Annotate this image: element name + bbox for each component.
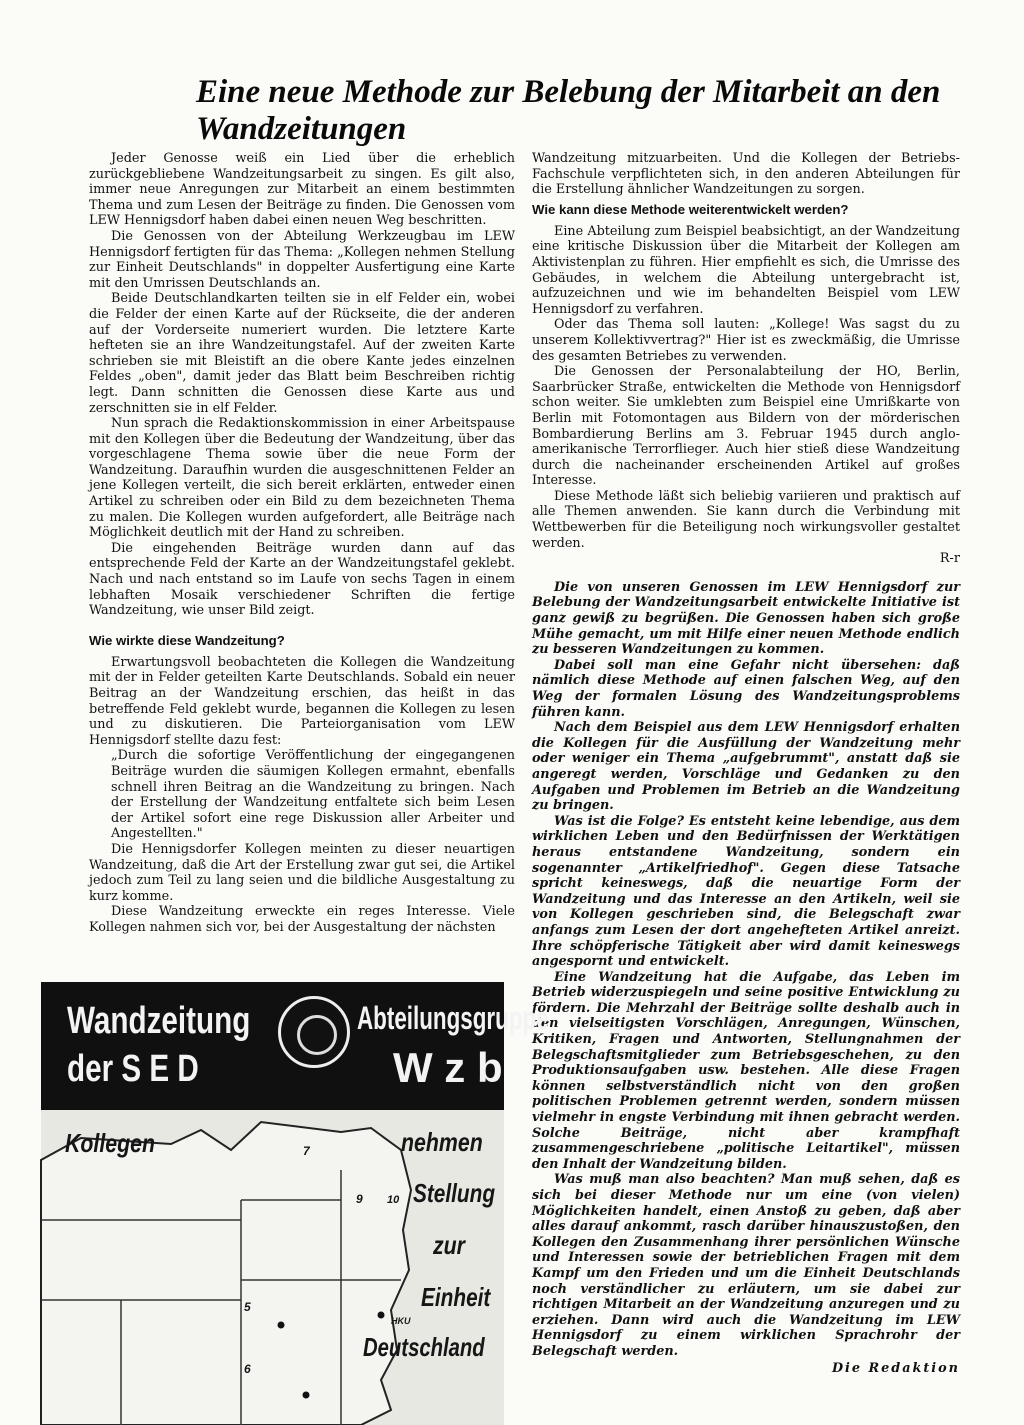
photo-headline: W z b xyxy=(393,1044,503,1091)
right-column xyxy=(532,151,960,1376)
map-field-number: 7 xyxy=(303,1144,310,1158)
paragraph: Eine Wandzeitung hat die Aufgabe, das Leben im Betrieb widerzuspiegeln und seine positive Entwicklung zu fördern. Die Mehrzahl der Beiträge sollte deshalb auch in den vielseitigsten Vorschlägen, Anregungen, Wünschen, Kritiken, Fragen und Antworten, Stellungnahmen der Belegschaftsmitglieder zum Betriebsgeschehen, zu den Produktionsaufgaben usw. bestehen. Alle diese Fragen können selbstverständlich nicht von den großen politischen Problemen getrennt werden, sondern müssen vielmehr in engste Verbindung mit ihnen gebracht werden. Solche Beiträge, nicht aber krampfhaft zusammengeschriebene „politische Leitartikel", müssen den Inhalt der Wandzeitung bilden. xyxy=(532,969,960,1172)
editorial-signature: Die Redaktion xyxy=(831,1360,960,1376)
paragraph: Erwartungsvoll beobachteten die Kollegen die Wandzeitung mit der in Felder geteilten Karte Deutschlands. Sobald ein neuer Beitrag an der Wandzeitung erschien, das heißt in das betreffende Feld geklebt wurde, begannen die Kollegen zu lesen und zu diskutieren. Die Parteiorganisation vom LEW Hennigsdorf stellte dazu fest: xyxy=(89,654,515,748)
paragraph: Die von unseren Genossen im LEW Hennigsdorf zur Belebung der Wandzeitungsarbeit entwickelte Initiative ist ganz gewiß zu begrüßen. Die Genossen haben sich große Mühe gemacht, um mit Hilfe einer neuen Methode endlich zu besseren Wandzeitungen zu kommen. xyxy=(532,579,960,658)
map-lettering: Einheit xyxy=(421,1282,491,1312)
map-lettering: Kollegen xyxy=(65,1128,156,1158)
photo-headline: Abteilungsgruppe xyxy=(357,1000,549,1036)
city-marker xyxy=(278,1322,285,1329)
map-city-label: HKU xyxy=(391,1316,411,1326)
city-marker xyxy=(303,1392,310,1399)
paragraph: Wandzeitung mitzuarbeiten. Und die Kollegen der Betriebs-Fachschule verpflichteten sich, in den anderen Abteilungen für die Erstellung ähnlicher Wandzeitungen zu sorgen. xyxy=(532,151,960,198)
wall-newspaper-photo xyxy=(41,982,549,1425)
paragraph: Diese Methode läßt sich beliebig variieren und praktisch auf alle Themen anwenden. Sie kann durch die Verbindung mit Wettbewerben für die Beteiligung noch wirkungsvoller gestaltet werden. xyxy=(532,488,960,551)
map-field-number: 10 xyxy=(387,1194,400,1206)
left-column xyxy=(89,151,515,936)
map-field-number: 9 xyxy=(356,1192,363,1206)
map-field-number: 6 xyxy=(244,1362,251,1376)
paragraph: Oder das Thema soll lauten: „Kollege! Was sagst du zu unserem Kollektivvertrag?" Hier ist es zweckmäßig, die Umrisse des gesamten Betriebes zu verwenden. xyxy=(532,317,960,364)
map-lettering: zur xyxy=(433,1230,465,1260)
paragraph: Was ist die Folge? Es entsteht keine lebendige, aus dem wirklichen Leben und den Bedürfnissen der Werktätigen heraus entstandene Wandzeitung, sondern ein sogenannter „Artikelfriedhof". Gegen diese Tatsache spricht keineswegs, daß die neuartige Form der Wandzeitung und das Interesse an den Artikeln, weil sie von Kollegen geschrieben sind, die Belegschaft zwar anfangs zum Lesen der dort angehefteten Artikel anreizt. Ihre schöpferische Tätigkeit aber wird damit keineswegs angespornt und entwickelt. xyxy=(532,813,960,970)
map-outline xyxy=(41,1122,411,1425)
paragraph: Die eingehenden Beiträge wurden dann auf das entsprechende Feld der Karte an der Wandzeitungstafel geklebt. Nach und nach entstand so im Laufe von sechs Tagen in einem lebhaften Mosaik verschiedener Schriften die fertige Wandzeitung, wie unser Bild zeigt. xyxy=(89,540,515,619)
paragraph: Die Hennigsdorfer Kollegen meinten zu dieser neuartigen Wandzeitung, daß die Art der Erstellung zwar gut sei, die Artikel jedoch zum Teil zu lang seien und die bildliche Ausgestaltung zu kurz komme. xyxy=(89,841,515,904)
photo-headline: der S E D xyxy=(67,1048,199,1090)
article-title: Eine neue Methode zur Belebung der Mitarbeit an den Wandzeitungen xyxy=(196,74,941,147)
map-field-number: 5 xyxy=(244,1300,251,1314)
paragraph: Nun sprach die Redaktionskommission in einer Arbeitspause mit den Kollegen über die Bedeutung der Wandzeitung, über das vorgeschlagene Thema sowie über die neue Form der Wandzeitung. Daraufhin wurden die ausgeschnittenen Felder an jene Kollegen verteilt, die sich bereit erklärten, entweder einen Artikel zu schreiben oder ein Bild zu dem bezeichneten Thema zu malen. Die Kollegen wurden aufgefordert, alle Beiträge nach Möglichkeit deutlich mit der Hand zu schreiben. xyxy=(89,416,515,541)
paragraph: Die Genossen von der Abteilung Werkzeugbau im LEW Hennigsdorf fertigten für das Thema: „Kollegen nehmen Stellung zur Einheit Deutschlands" in doppelter Ausfertigung eine Karte mit den Umrissen Deutschlands an. xyxy=(89,228,515,291)
paragraph: Nach dem Beispiel aus dem LEW Hennigsdorf erhalten die Kollegen für die Ausfüllung der Wandzeitung mehr oder weniger ein Thema „aufgebrummt", anstatt daß sie angeregt werden, Vorschläge und Gedanken zu den Aufgaben und Problemen im Betrieb an die Wandzeitung zu bringen. xyxy=(532,720,960,814)
map-lettering: Deutschland xyxy=(363,1332,485,1362)
author-signature: R-r xyxy=(939,551,960,567)
paragraph: Was muß man also beachten? Man muß sehen, daß es sich bei dieser Methode nur um eine (von vielen) Möglichkeiten handelt, einen Anstoß zu geben, daß aber alles darauf ankommt, rasch darüber hinauszustoßen, den Kollegen den Zusammenhang ihrer persönlichen Wünsche und Interessen sowie der betrieblichen Fragen mit dem Kampf um den Frieden und um die Einheit Deutschlands noch verständlicher zu erläutern, um sie dabei zur richtigen Mitarbeit an der Wandzeitung anzuregen und zu erziehen. Dann wird auch die Wandzeitung im LEW Hennigsdorf zu einem wirklichen Sprachrohr der Belegschaft werden. xyxy=(532,1172,960,1359)
paragraph: Dabei soll man eine Gefahr nicht übersehen: daß nämlich diese Methode auf einen falschen Weg, auf den Weg der formalen Lösung des Wandzeitungsproblems führen kann. xyxy=(532,657,960,720)
editorial-comment xyxy=(532,580,960,1360)
paragraph: Die Genossen der Personalabteilung der HO, Berlin, Saarbrücker Straße, entwickelten die Methode von Hennigsdorf schon weiter. Sie umklebten zum Beispiel eine Umrißkarte von Berlin mit Fotomontagen aus Bildern von der mörderischen Bombardierung Berlins am 3. Februar 1945 durch anglo-amerikanische Terrorflieger. Auch hier stieß diese Wandzeitung durch die nacheinander erscheinenden Artikel auf großes Interesse. xyxy=(532,364,960,489)
paragraph: Jeder Genosse weiß ein Lied über die erheblich zurückgebliebene Wandzeitungsarbeit zu singen. Es gilt also, immer neue Anregungen zur Mitarbeit an einem bestimmten Thema und zum Lesen der Beiträge zu finden. Die Genossen vom LEW Hennigsdorf haben dabei einen neuen Weg beschritten. xyxy=(89,151,515,229)
sed-seal-icon xyxy=(278,996,350,1068)
section-heading: Wie wirkte diese Wandzeitung? xyxy=(89,632,285,648)
quote: „Durch die sofortige Veröffentlichung der eingegangenen Beiträge wurden die säumigen Kollegen ermahnt, ebenfalls schnell ihren Beitrag an die Wandzeitung zu bringen. Nach der Erstellung der Wandzeitung entfaltete sich beim Lesen der Artikel sofort eine rege Diskussion aller Arbeiter und Angestellten." xyxy=(111,748,515,842)
city-marker xyxy=(378,1312,385,1319)
paragraph: Beide Deutschlandkarten teilten sie in elf Felder ein, wobei die Felder der einen Karte auf der Rückseite, die der anderen auf der Vorderseite numeriert wurden. Die letztere Karte hefteten sie an ihre Wandzeitungstafel. Auf der zweiten Karte schrieben sie mit Bleistift an die obere Kante jedes einzelnen Feldes „oben", damit jeder das Blatt beim Beschreiben richtig legt. Dann schnitten die Genossen diese Karte aus und zerschnitten sie in elf Felder. xyxy=(89,291,515,416)
photo-headline: Wandzeitung xyxy=(67,1000,251,1042)
map-lettering: Stellung xyxy=(413,1178,496,1208)
paragraph: Eine Abteilung zum Beispiel beabsichtigt, an der Wandzeitung eine kritische Diskussion über die Mitarbeit der Kollegen am Aktivistenplan zu führen. Hier empfiehlt es sich, die Umrisse des Gebäudes, in welchem die Abteilung untergebracht ist, aufzuzeichnen und wie im behandelten Beispiel vom LEW Hennigsdorf zu verfahren. xyxy=(532,223,960,317)
map-lettering: nehmen xyxy=(401,1127,483,1157)
paragraph: Diese Wandzeitung erweckte ein reges Interesse. Viele Kollegen nahmen sich vor, bei der Ausgestaltung der nächsten xyxy=(89,904,515,935)
section-heading: Wie kann diese Methode weiterentwickelt werden? xyxy=(532,201,849,217)
